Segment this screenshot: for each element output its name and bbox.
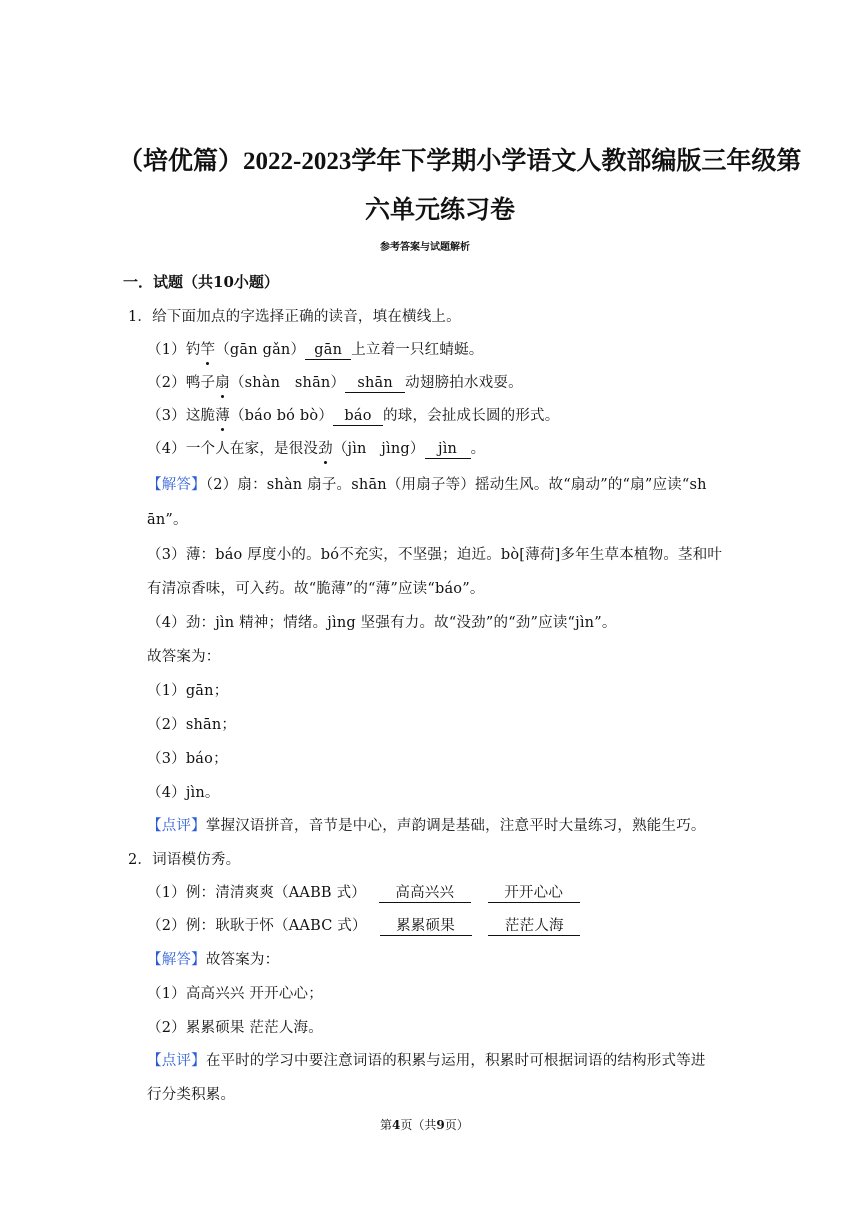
q1-answer-3: （3）báo；: [147, 751, 228, 767]
q1-answer-intro: 故答案为：: [147, 649, 221, 665]
document-subtitle: 参考答案与试题解析: [380, 242, 470, 253]
q1-item-3: （3）这脆薄（báo bó bò） báo 的球，会扯成长圆的形式。: [147, 404, 559, 426]
q2-item-1: （1）例：清清爽爽（AABB 式） 高高兴兴 开开心心: [147, 881, 580, 903]
emphasis-dot-char: 薄: [215, 404, 230, 425]
analysis-tag: 【解答】: [147, 952, 206, 968]
answer-blank: gān: [305, 343, 351, 360]
q1-item-1: （1）钓竿（gān gǎn） gān 上立着一只红蜻蜓。: [147, 338, 484, 360]
answer-blank: 茫茫人海: [488, 919, 580, 936]
q1-item-4: （4）一个人在家，是很没劲（jìn jìng） jìn 。: [147, 437, 485, 459]
q1-analysis-line-4: 有清凉香味，可入药。故“脆薄”的“薄”应读“báo”。: [147, 581, 485, 597]
total-page-number: 9: [436, 1118, 445, 1132]
q2-answer-2: （2）累累硕果 茫茫人海。: [147, 1020, 323, 1036]
q2-comment-line-1: 【点评】在平时的学习中要注意词语的积累与运用，积累时可根据词语的结构形式等进: [147, 1053, 706, 1069]
answer-blank: 累累硕果: [380, 919, 472, 936]
document-title-line2: 六单元练习卷: [365, 197, 516, 224]
q1-analysis-line-2: ān”。: [147, 512, 188, 528]
q2-item-2: （2）例：耿耿于怀（AABC 式） 累累硕果 茫茫人海: [147, 914, 580, 936]
page-footer: 第4页（共9页）: [380, 1118, 469, 1132]
q1-analysis-line-1: 【解答】（2）扇：shàn 扇子。shān（用扇子等）摇动生风。故“扇动”的“扇”应读“sh: [147, 477, 707, 493]
emphasis-dot-char: 劲: [318, 437, 333, 458]
current-page-number: 4: [392, 1118, 401, 1132]
comment-tag: 【点评】: [147, 1053, 206, 1069]
q2-analysis-line-1: 【解答】故答案为：: [147, 952, 280, 968]
q2-answer-1: （1）高高兴兴 开开心心；: [147, 986, 323, 1002]
analysis-tag: 【解答】: [147, 477, 206, 493]
q1-answer-4: （4）jìn。: [147, 785, 220, 801]
answer-blank: jìn: [425, 442, 471, 459]
q1-analysis-line-3: （3）薄：báo 厚度小的。bó不充实，不坚强；迫近。bò[薄荷]多年生草本植物。茎和叶: [147, 547, 723, 563]
q2-comment-line-2: 行分类积累。: [147, 1087, 236, 1103]
q1-answer-2: （2）shān；: [147, 717, 237, 733]
answer-blank: 开开心心: [488, 886, 580, 903]
q1-stem: 1．给下面加点的字选择正确的读音，填在横线上。: [128, 309, 461, 325]
document-title-line1: （培优篇）2022-2023学年下学期小学语文人教部编版三年级第: [118, 148, 802, 175]
q2-stem: 2．词语模仿秀。: [128, 852, 241, 868]
q1-analysis-line-5: （4）劲：jìn 精神；情绪。jìng 坚强有力。故“没劲”的“劲”应读“jìn”。: [147, 615, 617, 631]
answer-blank: báo: [333, 409, 383, 426]
section-header: 一．试题（共10小题）: [123, 273, 279, 291]
answer-blank: shān: [345, 376, 405, 393]
emphasis-dot-char: 扇: [215, 371, 230, 392]
answer-blank: 高高兴兴: [379, 886, 471, 903]
q1-comment: 【点评】掌握汉语拼音，音节是中心，声韵调是基础，注意平时大量练习，熟能生巧。: [147, 818, 706, 834]
comment-tag: 【点评】: [147, 818, 206, 834]
emphasis-dot-char: 竿: [201, 338, 216, 359]
q1-answer-1: （1）gān；: [147, 683, 229, 699]
q1-item-2: （2）鸭子扇（shàn shān） shān 动翅膀拍水戏耍。: [147, 371, 523, 393]
